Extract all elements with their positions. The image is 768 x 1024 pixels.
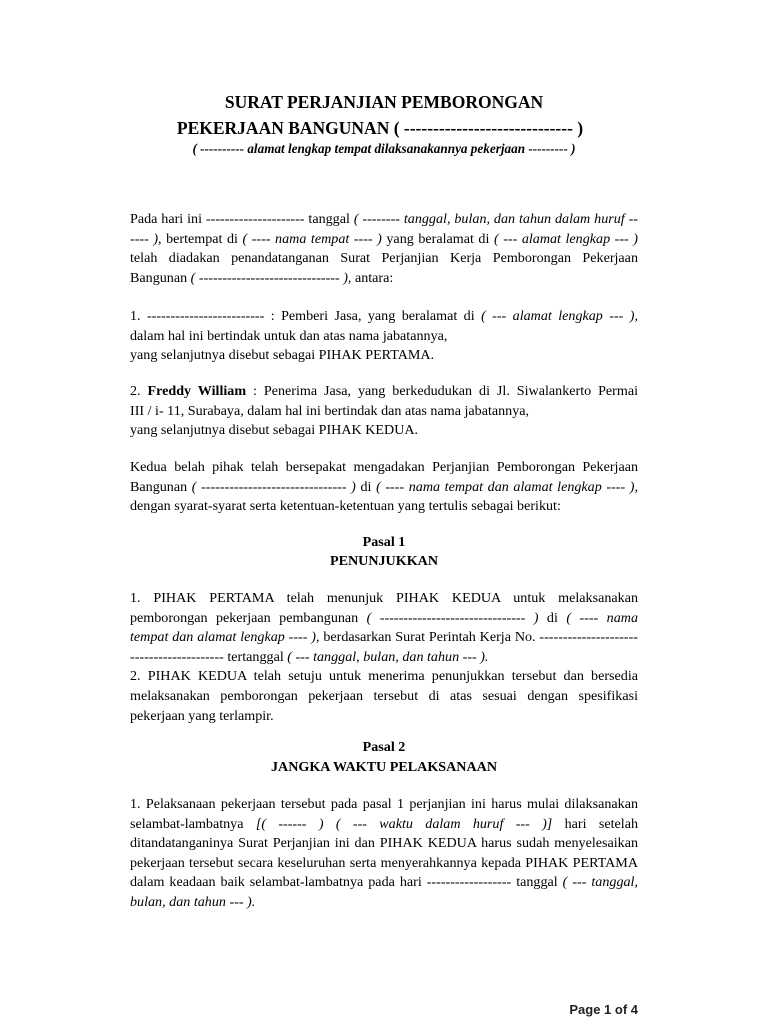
- document-title-line-2: PEKERJAAN BANGUNAN ( ----------------------------- ): [176, 118, 584, 138]
- party-one: 1. ------------------------- : Pemberi Jasa, yang beralamat di ( --- alamat lengkap --- ), dalam hal ini bertindak untuk dan atas nama jabatannya, yang selanjutnya disebut sebagai PIHAK PERTAMA.: [130, 308, 638, 364]
- pasal-1-heading: Pasal 1: [362, 534, 406, 550]
- pasal-2-heading: Pasal 2: [362, 739, 406, 755]
- document-subtitle: ( ---------- alamat lengkap tempat dilaksanakannya pekerjaan --------- ): [192, 141, 576, 156]
- party-two: 2. Freddy William : Penerima Jasa, yang berkedudukan di Jl. Siwalankerto Permai III / i- 11, Surabaya, dalam hal ini bertindak dan atas nama jabatannya, yang selanjutnya disebut sebagai PIHAK KEDUA.: [130, 383, 639, 439]
- opening-paragraph: Pada hari ini --------------------- tanggal ( -------- tanggal, bulan, dan tahun dalam huruf -- ---- ), bertempat di ( ---- nama tempat ---- ) yang beralamat di ( --- alamat lengkap --- ) telah diadakan penandatanganan Surat Perjanjian Kerja Pemborongan Pekerjaan Bangunan ( ------------------------------ ), antara:: [130, 211, 638, 286]
- page-number: Page 1 of 4: [569, 1002, 638, 1017]
- agreement-paragraph: Kedua belah pihak telah bersepakat mengadakan Perjanjian Pemborongan Pekerjaan Bangunan ( ------------------------------- ) di ( ---- nama tempat dan alamat lengkap ---- ), dengan syarat-syarat serta ketentuan-ketentuan yang tertulis sebagai berikut:: [130, 459, 638, 515]
- document-title-line-1: SURAT PERJANJIAN PEMBORONGAN: [224, 92, 544, 112]
- pasal-1-title: PENUNJUKKAN: [329, 553, 439, 569]
- pasal-1-body: 1. PIHAK PERTAMA telah menunjuk PIHAK KEDUA untuk melaksanakan pemborongan pekerjaan pembangunan ( ------------------------------- ) di ( ---- nama tempat dan alamat lengkap ---- ), berdasarkan Surat Perintah Kerja No. --------------------- -------------------- tertanggal ( --- tanggal, bulan, dan tahun --- ). 2. PIHAK KEDUA telah setuju untuk menerima penunjukkan tersebut dan bersedia melaksanakan pemborongan pekerjaan tersebut di atas sesuai dengan spesifikasi pekerjaan yang terlampir.: [130, 590, 638, 724]
- pasal-2-body: 1. Pelaksanaan pekerjaan tersebut pada pasal 1 perjanjian ini harus mulai dilaksanakan selambat-lambatnya [( ------ ) ( --- waktu dalam huruf --- )] hari setelah ditandatanganinya Surat Perjanjian ini dan PIHAK KEDUA harus sudah menyelesaikan pekerjaan tersebut secara keseluruhan serta menyerahkannya kepada PIHAK PERTAMA dalam keadaan baik selambat-lambatnya pada hari ------------------ tanggal ( --- tanggal, bulan, dan tahun --- ).: [130, 796, 638, 910]
- pasal-2-title: JANGKA WAKTU PELAKSANAAN: [270, 759, 498, 775]
- party-two-name: Freddy William: [147, 383, 247, 399]
